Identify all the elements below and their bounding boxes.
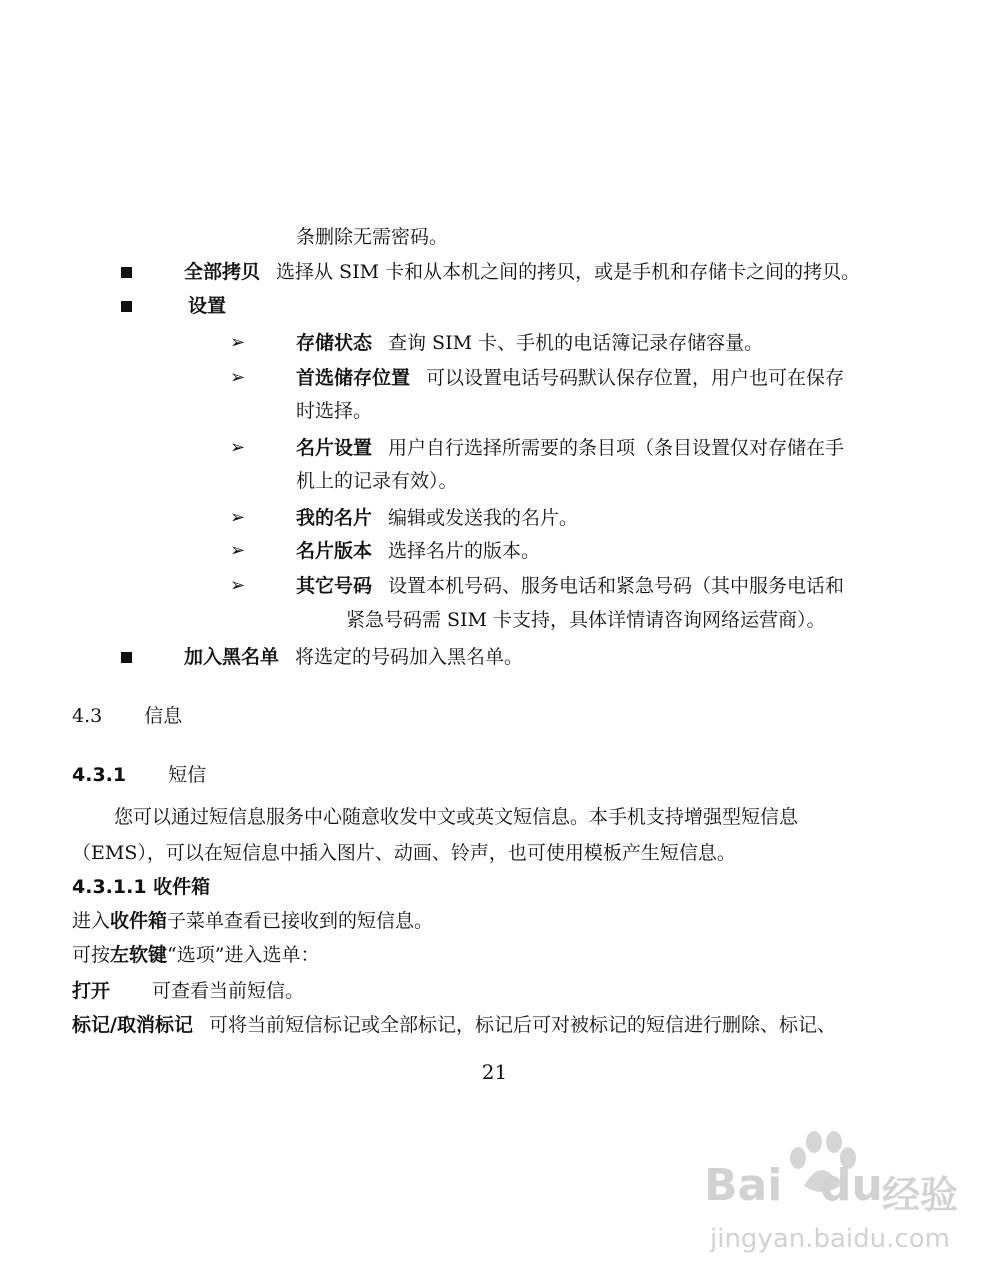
watermark-cn: 经验 bbox=[882, 1173, 959, 1217]
inbox-post: 子菜单查看已接收到的短信息。 bbox=[167, 910, 434, 932]
mark-title: 标记/取消标记 bbox=[72, 1014, 193, 1036]
inbox-line bbox=[72, 908, 433, 934]
other-title: 其它号码 bbox=[296, 575, 373, 597]
baidu-watermark bbox=[690, 1128, 980, 1268]
storage-item bbox=[296, 330, 763, 356]
pref-title: 首选储存位置 bbox=[296, 367, 411, 389]
mycard-title: 我的名片 bbox=[296, 507, 373, 529]
arrow-bullet-icon: ➢ bbox=[230, 540, 246, 561]
intro-paragraph: 您可以通过短信息服务中心随意收发中文或英文短信息。本手机支持增强型短信息 bbox=[114, 806, 799, 828]
card-item bbox=[296, 435, 844, 461]
other-desc: 设置本机号码、服务电话和紧急号码（其中服务电话和 bbox=[388, 575, 845, 597]
card-desc: 用户自行选择所需要的条目项（条目设置仅对存储在手 bbox=[388, 437, 845, 459]
version-desc: 选择名片的版本。 bbox=[388, 540, 541, 562]
copy-all-item bbox=[184, 259, 860, 285]
options-line bbox=[72, 942, 319, 968]
mark-item bbox=[72, 1012, 836, 1038]
mycard-desc: 编辑或发送我的名片。 bbox=[388, 507, 579, 529]
section-4-3-1-1-heading: 4.3.1.1 收件箱 bbox=[72, 876, 211, 898]
arrow-bullet-icon: ➢ bbox=[230, 367, 246, 388]
other-item bbox=[296, 573, 844, 599]
continued-text: 条删除无需密码。 bbox=[296, 226, 449, 248]
section-4-3-1-heading bbox=[72, 762, 206, 788]
square-bullet-icon bbox=[121, 652, 132, 663]
card-title: 名片设置 bbox=[296, 437, 373, 459]
options-bold: 左软键 bbox=[110, 944, 168, 966]
arrow-bullet-icon: ➢ bbox=[230, 332, 246, 353]
arrow-bullet-icon: ➢ bbox=[230, 507, 246, 528]
pref-item bbox=[296, 365, 844, 391]
section-4-3-heading bbox=[72, 703, 182, 729]
open-item bbox=[72, 978, 304, 1004]
options-pre: 可按 bbox=[72, 944, 111, 966]
card-desc-cont: 机上的记录有效）。 bbox=[296, 470, 458, 492]
version-item bbox=[296, 538, 540, 564]
settings-title: 设置 bbox=[188, 295, 227, 317]
open-desc: 可查看当前短信。 bbox=[152, 980, 305, 1002]
pref-desc: 可以设置电话号码默认保存位置，用户也可在保存 bbox=[426, 367, 845, 389]
watermark-brand: Bai bbox=[704, 1160, 783, 1211]
page-number: 21 bbox=[481, 1060, 508, 1084]
version-title: 名片版本 bbox=[296, 540, 373, 562]
watermark-brand2: du bbox=[820, 1160, 883, 1211]
arrow-bullet-icon: ➢ bbox=[230, 437, 246, 458]
square-bullet-icon bbox=[121, 301, 132, 312]
watermark-url: jingyan.baidu.com bbox=[710, 1224, 950, 1254]
mycard-item bbox=[296, 505, 578, 531]
square-bullet-icon bbox=[121, 267, 132, 278]
inbox-pre: 进入 bbox=[72, 910, 111, 932]
arrow-bullet-icon: ➢ bbox=[230, 575, 246, 596]
mark-desc: 可将当前短信标记或全部标记，标记后可对被标记的短信进行删除、标记、 bbox=[208, 1014, 836, 1036]
blacklist-item bbox=[184, 644, 523, 670]
section-4-3-number: 4.3 bbox=[72, 705, 103, 727]
inbox-bold: 收件箱 bbox=[110, 910, 168, 932]
blacklist-title: 加入黑名单 bbox=[184, 646, 280, 668]
open-title: 打开 bbox=[72, 980, 111, 1002]
options-post: “选项”进入选单： bbox=[167, 944, 320, 966]
copy-all-title: 全部拷贝 bbox=[184, 261, 261, 283]
section-4-3-1-title: 短信 bbox=[168, 764, 207, 786]
storage-title: 存储状态 bbox=[296, 332, 373, 354]
pref-desc-cont: 时选择。 bbox=[296, 400, 373, 422]
other-desc-cont: 紧急号码需 SIM 卡支持，具体详情请咨询网络运营商）。 bbox=[346, 609, 826, 631]
section-4-3-1-number: 4.3.1 bbox=[72, 764, 127, 786]
section-4-3-title: 信息 bbox=[144, 705, 183, 727]
blacklist-desc: 将选定的号码加入黑名单。 bbox=[295, 646, 524, 668]
copy-all-desc: 选择从 SIM 卡和从本机之间的拷贝，或是手机和存储卡之间的拷贝。 bbox=[276, 261, 861, 283]
intro-paragraph-cont: （EMS），可以在短信息中插入图片、动画、铃声，也可使用模板产生短信息。 bbox=[72, 842, 736, 864]
storage-desc: 查询 SIM 卡、手机的电话簿记录存储容量。 bbox=[388, 332, 764, 354]
